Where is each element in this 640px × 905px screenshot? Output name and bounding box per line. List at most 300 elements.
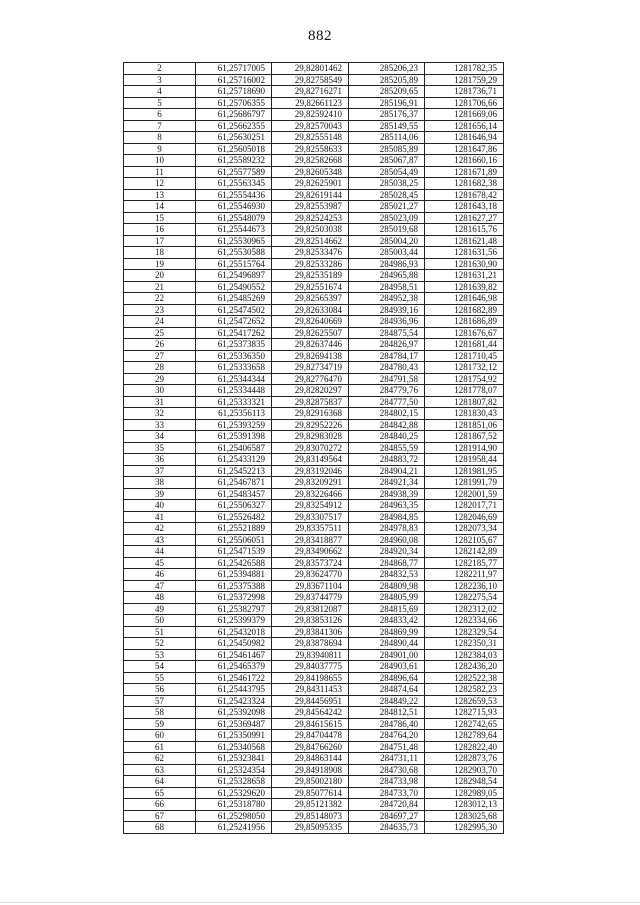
latitude-cell: 61,25483457: [196, 488, 272, 500]
longitude-cell: 29,82661123: [272, 97, 349, 109]
y-coordinate-cell: 1281639,82: [425, 281, 504, 293]
point-number-cell: 55: [124, 672, 196, 684]
y-coordinate-cell: 1281807,82: [425, 396, 504, 408]
table-row: [124, 718, 504, 730]
point-number-cell: 58: [124, 707, 196, 719]
longitude-cell: 29,83070272: [272, 442, 349, 454]
x-coordinate-cell: 284896,64: [349, 672, 425, 684]
longitude-cell: 29,85095335: [272, 822, 349, 834]
x-coordinate-cell: 284921,34: [349, 477, 425, 489]
y-coordinate-cell: 1282989,05: [425, 787, 504, 799]
table-row: [124, 189, 504, 201]
latitude-cell: 61,25350991: [196, 730, 272, 742]
table-row: [124, 419, 504, 431]
y-coordinate-cell: 1281627,27: [425, 212, 504, 224]
point-number-cell: 44: [124, 546, 196, 558]
y-coordinate-cell: 1281643,18: [425, 201, 504, 213]
longitude-cell: 29,84863144: [272, 753, 349, 765]
longitude-cell: 29,82640669: [272, 316, 349, 328]
y-coordinate-cell: 1281710,45: [425, 350, 504, 362]
x-coordinate-cell: 284805,99: [349, 592, 425, 604]
y-coordinate-cell: 1282384,03: [425, 649, 504, 661]
x-coordinate-cell: 284875,54: [349, 327, 425, 339]
table-row: [124, 97, 504, 109]
x-coordinate-cell: 284833,42: [349, 615, 425, 627]
point-number-cell: 8: [124, 132, 196, 144]
longitude-cell: 29,83226466: [272, 488, 349, 500]
table-row: [124, 488, 504, 500]
latitude-cell: 61,25563345: [196, 178, 272, 190]
y-coordinate-cell: 1283012,13: [425, 799, 504, 811]
y-coordinate-cell: 1282001,59: [425, 488, 504, 500]
point-number-cell: 25: [124, 327, 196, 339]
longitude-cell: 29,82776470: [272, 373, 349, 385]
longitude-cell: 29,82533476: [272, 247, 349, 259]
table-row: [124, 132, 504, 144]
longitude-cell: 29,82875837: [272, 396, 349, 408]
point-number-cell: 13: [124, 189, 196, 201]
table-row: [124, 649, 504, 661]
longitude-cell: 29,84704478: [272, 730, 349, 742]
y-coordinate-cell: 1281678,42: [425, 189, 504, 201]
table-row: [124, 454, 504, 466]
table-row: [124, 339, 504, 351]
x-coordinate-cell: 285196,91: [349, 97, 425, 109]
table-row: [124, 201, 504, 213]
longitude-cell: 29,82633084: [272, 304, 349, 316]
longitude-cell: 29,83357511: [272, 523, 349, 535]
latitude-cell: 61,25336350: [196, 350, 272, 362]
latitude-cell: 61,25546930: [196, 201, 272, 213]
point-number-cell: 29: [124, 373, 196, 385]
x-coordinate-cell: 284751,48: [349, 741, 425, 753]
y-coordinate-cell: 1282789,64: [425, 730, 504, 742]
y-coordinate-cell: 1282073,34: [425, 523, 504, 535]
y-coordinate-cell: 1281867,52: [425, 431, 504, 443]
longitude-cell: 29,85077614: [272, 787, 349, 799]
y-coordinate-cell: 1281671,89: [425, 166, 504, 178]
longitude-cell: 29,83878694: [272, 638, 349, 650]
x-coordinate-cell: 284635,73: [349, 822, 425, 834]
point-number-cell: 53: [124, 649, 196, 661]
latitude-cell: 61,25318780: [196, 799, 272, 811]
point-number-cell: 6: [124, 109, 196, 121]
x-coordinate-cell: 285205,89: [349, 74, 425, 86]
longitude-cell: 29,85002180: [272, 776, 349, 788]
x-coordinate-cell: 285067,87: [349, 155, 425, 167]
point-number-cell: 4: [124, 86, 196, 98]
table-row: [124, 166, 504, 178]
point-number-cell: 27: [124, 350, 196, 362]
table-row: [124, 477, 504, 489]
latitude-cell: 61,25548079: [196, 212, 272, 224]
latitude-cell: 61,25530588: [196, 247, 272, 259]
point-number-cell: 12: [124, 178, 196, 190]
table-row: [124, 638, 504, 650]
latitude-cell: 61,25472652: [196, 316, 272, 328]
point-number-cell: 9: [124, 143, 196, 155]
x-coordinate-cell: 284901,00: [349, 649, 425, 661]
longitude-cell: 29,82503038: [272, 224, 349, 236]
y-coordinate-cell: 1281682,38: [425, 178, 504, 190]
longitude-cell: 29,85121382: [272, 799, 349, 811]
x-coordinate-cell: 285004,20: [349, 235, 425, 247]
longitude-cell: 29,82535189: [272, 270, 349, 282]
x-coordinate-cell: 284965,88: [349, 270, 425, 282]
x-coordinate-cell: 285003,44: [349, 247, 425, 259]
y-coordinate-cell: 1282142,89: [425, 546, 504, 558]
point-number-cell: 33: [124, 419, 196, 431]
point-number-cell: 11: [124, 166, 196, 178]
point-number-cell: 24: [124, 316, 196, 328]
longitude-cell: 29,83307517: [272, 511, 349, 523]
x-coordinate-cell: 284936,96: [349, 316, 425, 328]
longitude-cell: 29,82565397: [272, 293, 349, 305]
x-coordinate-cell: 284849,22: [349, 695, 425, 707]
table-row: [124, 247, 504, 259]
x-coordinate-cell: 285176,37: [349, 109, 425, 121]
table-row: [124, 258, 504, 270]
x-coordinate-cell: 284697,27: [349, 810, 425, 822]
latitude-cell: 61,25718690: [196, 86, 272, 98]
y-coordinate-cell: 1282822,40: [425, 741, 504, 753]
longitude-cell: 29,82734719: [272, 362, 349, 374]
table-row: [124, 753, 504, 765]
latitude-cell: 61,25369487: [196, 718, 272, 730]
y-coordinate-cell: 1281914,90: [425, 442, 504, 454]
longitude-cell: 29,82694138: [272, 350, 349, 362]
x-coordinate-cell: 284939,16: [349, 304, 425, 316]
y-coordinate-cell: 1281646,94: [425, 132, 504, 144]
latitude-cell: 61,25461467: [196, 649, 272, 661]
point-number-cell: 59: [124, 718, 196, 730]
y-coordinate-cell: 1281669,06: [425, 109, 504, 121]
latitude-cell: 61,25333321: [196, 396, 272, 408]
longitude-cell: 29,83209291: [272, 477, 349, 489]
y-coordinate-cell: 1282522,38: [425, 672, 504, 684]
y-coordinate-cell: 1281830,43: [425, 408, 504, 420]
longitude-cell: 29,83744779: [272, 592, 349, 604]
table-row: [124, 569, 504, 581]
latitude-cell: 61,25716002: [196, 74, 272, 86]
y-coordinate-cell: 1281682,89: [425, 304, 504, 316]
point-number-cell: 57: [124, 695, 196, 707]
latitude-cell: 61,25241956: [196, 822, 272, 834]
latitude-cell: 61,25471539: [196, 546, 272, 558]
point-number-cell: 28: [124, 362, 196, 374]
longitude-cell: 29,82533286: [272, 258, 349, 270]
table-row: [124, 500, 504, 512]
longitude-cell: 29,84037775: [272, 661, 349, 673]
latitude-cell: 61,25465379: [196, 661, 272, 673]
y-coordinate-cell: 1281631,21: [425, 270, 504, 282]
latitude-cell: 61,25686797: [196, 109, 272, 121]
y-coordinate-cell: 1282995,30: [425, 822, 504, 834]
table-row: [124, 580, 504, 592]
table-row: [124, 810, 504, 822]
point-number-cell: 35: [124, 442, 196, 454]
latitude-cell: 61,25324354: [196, 764, 272, 776]
point-number-cell: 2: [124, 63, 196, 75]
latitude-cell: 61,25530965: [196, 235, 272, 247]
page-bottom-edge: [0, 902, 640, 903]
table-row: [124, 557, 504, 569]
point-number-cell: 5: [124, 97, 196, 109]
longitude-cell: 29,82605348: [272, 166, 349, 178]
longitude-cell: 29,82952226: [272, 419, 349, 431]
x-coordinate-cell: 284855,59: [349, 442, 425, 454]
table-row: [124, 695, 504, 707]
table-row: [124, 74, 504, 86]
longitude-cell: 29,82983028: [272, 431, 349, 443]
y-coordinate-cell: 1281615,76: [425, 224, 504, 236]
longitude-cell: 29,82625507: [272, 327, 349, 339]
point-number-cell: 47: [124, 580, 196, 592]
table-row: [124, 615, 504, 627]
table-row: [124, 304, 504, 316]
coordinates-table: [123, 62, 504, 834]
longitude-cell: 29,83573724: [272, 557, 349, 569]
latitude-cell: 61,25399379: [196, 615, 272, 627]
longitude-cell: 29,82551674: [272, 281, 349, 293]
longitude-cell: 29,82558633: [272, 143, 349, 155]
longitude-cell: 29,82619144: [272, 189, 349, 201]
longitude-cell: 29,82592410: [272, 109, 349, 121]
longitude-cell: 29,82820297: [272, 385, 349, 397]
latitude-cell: 61,25717005: [196, 63, 272, 75]
x-coordinate-cell: 284903,61: [349, 661, 425, 673]
latitude-cell: 61,25485269: [196, 293, 272, 305]
x-coordinate-cell: 284960,08: [349, 534, 425, 546]
point-number-cell: 48: [124, 592, 196, 604]
y-coordinate-cell: 1281782,35: [425, 63, 504, 75]
point-number-cell: 34: [124, 431, 196, 443]
x-coordinate-cell: 285019,68: [349, 224, 425, 236]
longitude-cell: 29,82625901: [272, 178, 349, 190]
point-number-cell: 17: [124, 235, 196, 247]
point-number-cell: 38: [124, 477, 196, 489]
latitude-cell: 61,25461722: [196, 672, 272, 684]
y-coordinate-cell: 1282903,70: [425, 764, 504, 776]
longitude-cell: 29,83624770: [272, 569, 349, 581]
y-coordinate-cell: 1282436,20: [425, 661, 504, 673]
longitude-cell: 29,85148073: [272, 810, 349, 822]
latitude-cell: 61,25426588: [196, 557, 272, 569]
latitude-cell: 61,25515764: [196, 258, 272, 270]
point-number-cell: 36: [124, 454, 196, 466]
y-coordinate-cell: 1282275,54: [425, 592, 504, 604]
x-coordinate-cell: 284764,20: [349, 730, 425, 742]
table-row: [124, 465, 504, 477]
table-row: [124, 822, 504, 834]
table-row: [124, 120, 504, 132]
x-coordinate-cell: 284938,39: [349, 488, 425, 500]
y-coordinate-cell: 1282742,65: [425, 718, 504, 730]
longitude-cell: 29,83490662: [272, 546, 349, 558]
y-coordinate-cell: 1281754,92: [425, 373, 504, 385]
table-row: [124, 178, 504, 190]
x-coordinate-cell: 284832,53: [349, 569, 425, 581]
x-coordinate-cell: 284780,43: [349, 362, 425, 374]
table-row: [124, 63, 504, 75]
latitude-cell: 61,25467871: [196, 477, 272, 489]
x-coordinate-cell: 285149,55: [349, 120, 425, 132]
point-number-cell: 23: [124, 304, 196, 316]
table-row: [124, 316, 504, 328]
y-coordinate-cell: 1281991,79: [425, 477, 504, 489]
longitude-cell: 29,84456951: [272, 695, 349, 707]
y-coordinate-cell: 1282582,23: [425, 684, 504, 696]
table-row: [124, 270, 504, 282]
longitude-cell: 29,83671104: [272, 580, 349, 592]
x-coordinate-cell: 285206,23: [349, 63, 425, 75]
y-coordinate-cell: 1281676,67: [425, 327, 504, 339]
point-number-cell: 46: [124, 569, 196, 581]
latitude-cell: 61,25394881: [196, 569, 272, 581]
point-number-cell: 26: [124, 339, 196, 351]
x-coordinate-cell: 284815,69: [349, 603, 425, 615]
point-number-cell: 39: [124, 488, 196, 500]
y-coordinate-cell: 1283025,68: [425, 810, 504, 822]
latitude-cell: 61,25391398: [196, 431, 272, 443]
latitude-cell: 61,25375388: [196, 580, 272, 592]
y-coordinate-cell: 1282659,53: [425, 695, 504, 707]
point-number-cell: 67: [124, 810, 196, 822]
table-row: [124, 327, 504, 339]
x-coordinate-cell: 285209,65: [349, 86, 425, 98]
longitude-cell: 29,83853126: [272, 615, 349, 627]
y-coordinate-cell: 1281631,56: [425, 247, 504, 259]
point-number-cell: 64: [124, 776, 196, 788]
latitude-cell: 61,25298050: [196, 810, 272, 822]
y-coordinate-cell: 1281647,86: [425, 143, 504, 155]
table-row: [124, 155, 504, 167]
y-coordinate-cell: 1281736,71: [425, 86, 504, 98]
x-coordinate-cell: 284984,85: [349, 511, 425, 523]
table-row: [124, 523, 504, 535]
x-coordinate-cell: 284868,77: [349, 557, 425, 569]
point-number-cell: 3: [124, 74, 196, 86]
longitude-cell: 29,84918908: [272, 764, 349, 776]
x-coordinate-cell: 285054,49: [349, 166, 425, 178]
point-number-cell: 30: [124, 385, 196, 397]
latitude-cell: 61,25356113: [196, 408, 272, 420]
longitude-cell: 29,82582668: [272, 155, 349, 167]
x-coordinate-cell: 284791,58: [349, 373, 425, 385]
latitude-cell: 61,25433129: [196, 454, 272, 466]
table-row: [124, 442, 504, 454]
x-coordinate-cell: 284812,51: [349, 707, 425, 719]
latitude-cell: 61,25328658: [196, 776, 272, 788]
table-row: [124, 592, 504, 604]
latitude-cell: 61,25393259: [196, 419, 272, 431]
latitude-cell: 61,25406587: [196, 442, 272, 454]
latitude-cell: 61,25443795: [196, 684, 272, 696]
x-coordinate-cell: 284904,21: [349, 465, 425, 477]
table-row: [124, 546, 504, 558]
x-coordinate-cell: 284720,84: [349, 799, 425, 811]
latitude-cell: 61,25344344: [196, 373, 272, 385]
latitude-cell: 61,25334448: [196, 385, 272, 397]
x-coordinate-cell: 284920,34: [349, 546, 425, 558]
latitude-cell: 61,25417262: [196, 327, 272, 339]
y-coordinate-cell: 1281732,12: [425, 362, 504, 374]
table-row: [124, 764, 504, 776]
x-coordinate-cell: 285038,25: [349, 178, 425, 190]
latitude-cell: 61,25329620: [196, 787, 272, 799]
table-row: [124, 86, 504, 98]
table-row: [124, 408, 504, 420]
table-row: [124, 431, 504, 443]
table-row: [124, 730, 504, 742]
y-coordinate-cell: 1282873,76: [425, 753, 504, 765]
x-coordinate-cell: 284779,76: [349, 385, 425, 397]
x-coordinate-cell: 285023,09: [349, 212, 425, 224]
latitude-cell: 61,25450982: [196, 638, 272, 650]
x-coordinate-cell: 284986,93: [349, 258, 425, 270]
latitude-cell: 61,25630251: [196, 132, 272, 144]
y-coordinate-cell: 1281958,44: [425, 454, 504, 466]
x-coordinate-cell: 284777,50: [349, 396, 425, 408]
longitude-cell: 29,82637446: [272, 339, 349, 351]
point-number-cell: 51: [124, 626, 196, 638]
point-number-cell: 14: [124, 201, 196, 213]
point-number-cell: 42: [124, 523, 196, 535]
table-row: [124, 707, 504, 719]
point-number-cell: 56: [124, 684, 196, 696]
point-number-cell: 43: [124, 534, 196, 546]
y-coordinate-cell: 1282105,67: [425, 534, 504, 546]
x-coordinate-cell: 284730,68: [349, 764, 425, 776]
longitude-cell: 29,83940811: [272, 649, 349, 661]
point-number-cell: 21: [124, 281, 196, 293]
y-coordinate-cell: 1282948,54: [425, 776, 504, 788]
latitude-cell: 61,25706355: [196, 97, 272, 109]
table-row: [124, 534, 504, 546]
point-number-cell: 37: [124, 465, 196, 477]
y-coordinate-cell: 1281630,90: [425, 258, 504, 270]
point-number-cell: 31: [124, 396, 196, 408]
point-number-cell: 52: [124, 638, 196, 650]
longitude-cell: 29,84311453: [272, 684, 349, 696]
y-coordinate-cell: 1282329,54: [425, 626, 504, 638]
latitude-cell: 61,25474502: [196, 304, 272, 316]
y-coordinate-cell: 1282334,66: [425, 615, 504, 627]
y-coordinate-cell: 1282017,71: [425, 500, 504, 512]
point-number-cell: 49: [124, 603, 196, 615]
y-coordinate-cell: 1281759,29: [425, 74, 504, 86]
longitude-cell: 29,82801462: [272, 63, 349, 75]
coordinates-table-body: [124, 63, 504, 834]
page-number: 882: [308, 28, 332, 44]
point-number-cell: 50: [124, 615, 196, 627]
latitude-cell: 61,25372998: [196, 592, 272, 604]
longitude-cell: 29,84615615: [272, 718, 349, 730]
x-coordinate-cell: 284958,51: [349, 281, 425, 293]
latitude-cell: 61,25605018: [196, 143, 272, 155]
latitude-cell: 61,25423324: [196, 695, 272, 707]
longitude-cell: 29,83192046: [272, 465, 349, 477]
longitude-cell: 29,83149564: [272, 454, 349, 466]
latitude-cell: 61,25392098: [196, 707, 272, 719]
y-coordinate-cell: 1282236,10: [425, 580, 504, 592]
latitude-cell: 61,25577589: [196, 166, 272, 178]
latitude-cell: 61,25662355: [196, 120, 272, 132]
y-coordinate-cell: 1281706,66: [425, 97, 504, 109]
table-row: [124, 396, 504, 408]
x-coordinate-cell: 284809,98: [349, 580, 425, 592]
y-coordinate-cell: 1281981,95: [425, 465, 504, 477]
